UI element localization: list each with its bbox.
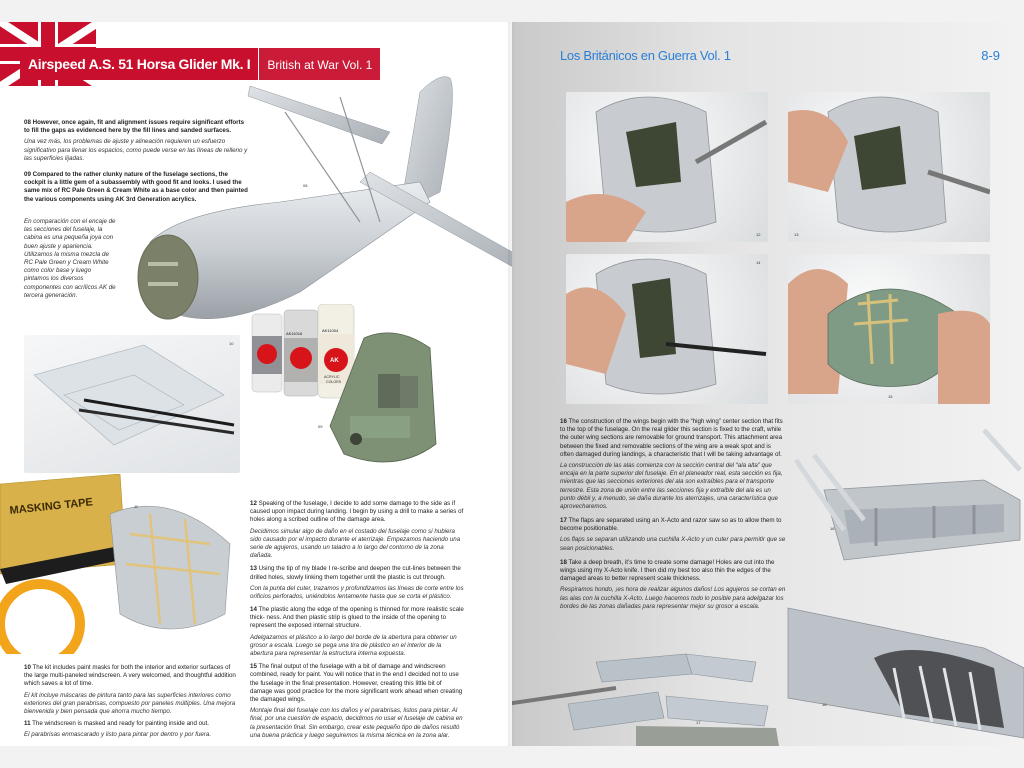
para-en: The final output of the fuselage with a bit of damage and windscreen combined, ready for paint. You will notice that in the end I decided not to use the fuselage in the final presentation. However, creating this little bit of damage was good practice for the more significant work ahead when creating the damaged wings. [250, 663, 463, 703]
photo-number-09: 09 [318, 424, 323, 429]
photo-number-17: 17 [696, 720, 701, 725]
magazine-spread [0, 22, 1024, 746]
photo-number-08: 08 [303, 183, 308, 188]
page-subtitle: British at War Vol. 1 [258, 48, 380, 80]
flaps-photo [512, 648, 786, 746]
para-en: However, once again, fit and alignment issues require significant efforts to fill the gaps as evidenced here by the fill lines and sanded surfaces. [24, 119, 245, 135]
para-number: 13 [250, 565, 257, 573]
photo-number-11: 11 [134, 504, 139, 509]
page-title: Airspeed A.S. 51 Horsa Glider Mk. I [20, 48, 258, 80]
paragraph-18-es [560, 586, 786, 611]
paragraph-14-es [250, 634, 464, 659]
photo-number-13: 13 [794, 232, 799, 237]
paint-bottle-1 [252, 314, 282, 392]
paragraph-13-es [250, 585, 464, 601]
text-block-12-15 [250, 500, 464, 743]
photo-drilling-12 [566, 92, 768, 242]
paint-label-colors: COLORS [326, 380, 342, 384]
paragraph-15 [250, 663, 464, 704]
paragraph-15-es [250, 707, 464, 740]
para-es: Una vez más, los problemas de ajuste y alineación requieren un esfuerzo significativo para llenar los espacios, como puede verse en las líneas de relleno y las superficies lijadas. [24, 138, 248, 162]
photo-thinning-14 [566, 254, 768, 404]
para-es: Decidimos simular algo de daño en el costado del fuselaje como si hubiera sido causado por el impacto durante el aterrizaje. Empezamos haciendo una serie de agujeros, usando un taladro a lo largo del contorno de la zona dañada. [250, 527, 461, 560]
paragraph-12-es [250, 528, 464, 561]
paint-label-ak11004: AK11004 [322, 328, 339, 333]
para-es: El kit incluye máscaras de pintura tanto para las superficies interiores como exteriores del gran parabrisas, compuesto por paneles múltiples. Una mejora bienvenida y bien pensada que ahorra mucho tiempo. [24, 691, 236, 715]
paragraph-08-es [24, 138, 248, 163]
text-block-10-11 [24, 664, 238, 743]
photo-number-16: 16 [830, 526, 835, 531]
para-en: The plastic along the edge of the opening is thinned for more realistic scale thick- ness. And then plastic strip is glued to the inside of the opening to represent the exposed internal structure. [250, 606, 464, 630]
para-number: 14 [250, 606, 257, 614]
damaged-wing-photo [784, 588, 1024, 746]
photo-cockpit-15 [788, 254, 990, 404]
wing-center-section-photo [784, 420, 1024, 580]
para-en: The windscreen is masked and ready for painting inside and out. [32, 720, 209, 728]
paragraph-16-es [560, 462, 786, 511]
paragraph-12 [250, 500, 464, 525]
paragraph-09 [24, 171, 248, 204]
para-es: Montaje final del fuselaje con los daños y el parabrisas, listos para pintar. Al final, por una cuestión de espacio, decidimos no usar el fuselaje de cabina en la presentación final. Sin embargo, crear este pequeño tipo de daños resultó una buena práctica y luego seguiremos la misma técnica en la zona alar. [250, 707, 463, 739]
para-number: 18 [560, 558, 567, 566]
photo-number-18: 18 [822, 702, 827, 707]
paragraph-14 [250, 606, 464, 631]
para-en: Speaking of the fuselage, I decide to add some damage to the side as if caused upon impact during landing. I begin by using a drill to make a series of holes along a scribed outline of the damage area. [250, 500, 464, 524]
para-number: 09 [24, 170, 31, 178]
masking-tape-windscreen-photo [0, 474, 240, 654]
paint-bottle-2 [284, 310, 318, 396]
para-es: Respiramos hondo, ¡es hora de realizar algunos daños! Los agujeros se cortan en las alas con la cuchilla X-Acto. Luego hacemos todo lo posible para adelgazar los bordes de las zonas dañadas para representar mejor su grosor a escala. [560, 586, 786, 610]
paragraph-11-es [24, 731, 238, 739]
para-en: Take a deep breath, it’s time to create some damage! Holes are cut into the wings using my X-Acto knife. I then did my best too also thin the edges of the damaged areas to better represent scale thickness. [560, 558, 775, 583]
para-number: 10 [24, 664, 31, 671]
paints-and-cockpit-photo [246, 304, 446, 479]
paragraph-09-es [24, 218, 116, 300]
photo-tweezers-frame [24, 335, 240, 473]
paint-label-ak11016: AK11016 [286, 331, 303, 336]
para-en: Using the tip of my blade I re-scribe and deepen the cut-lines between the drilled holes, slowly linking them together until the plastic is cut through. [250, 565, 461, 581]
photo-number-14: 14 [756, 260, 761, 265]
right-page [512, 22, 1024, 746]
para-es: Los flaps se separan utilizando una cuchilla X-Acto y un cuter para permitir que se sean posicionables. [560, 536, 786, 552]
tape-box-label: MASKING TAPE [9, 496, 94, 517]
para-en: Compared to the rather clunky nature of the fuselage sections, the cockpit is a little gem of a subassembly with good fit and looks. I used the same mix of RC Pale Green & Cream White as a base color and then painted the various components using AK 3rd Generation acrylics. [24, 170, 248, 203]
para-es: El parabrisas enmascarado y listo para pintar por dentro y por fuera. [24, 731, 212, 739]
para-number: 15 [250, 663, 257, 671]
photo-cutting-13 [788, 92, 990, 242]
para-number: 16 [560, 418, 567, 425]
left-page [0, 22, 512, 746]
page-gutter [508, 22, 516, 746]
ak-logo-text: AK [330, 358, 339, 364]
para-es: La construcción de las alas comienza con la sección central del “ala alta” que encaja en la parte superior del fuselaje. En el planeador real, esta sección es fija, mientras que las secciones exteriores del ala son extraíbles para el transporte terrestre. Esta zona de unión entre las secciones fija y extraíble del ala es un punto débil y, a menudo, se daña durante los aterrizajes, una característica que aprovecharemos. [560, 461, 783, 510]
photo-number-10: 10 [229, 341, 234, 346]
para-number: 12 [250, 500, 257, 507]
paragraph-10-es [24, 692, 238, 717]
text-block-16-18 [560, 418, 786, 614]
para-es: Adelgazamos el plástico a lo largo del borde de la abertura para obtener un grosor a escala. Luego se pega una tira de plástico en el interior de la abertura para representar la estructura interna expuesta. [250, 633, 457, 657]
para-en: The construction of the wings begin with the “high wing” center section that fits to the top of the fuselage. On the real glider this section is fixed to the craft, while the outer wing sections are removable for ground transport. This attachment area between the fixed and removable sections of the wing are a weak spot and is often damaged during landings, a characteristic that I will be taking advantage of. [560, 418, 783, 458]
page-number: 8-9 [981, 48, 1000, 63]
paragraph-13 [250, 565, 464, 581]
paint-label-acrylic: ACRYLIC [324, 375, 340, 379]
para-es: En comparación con el encaje de las secciones del fuselaje, la cabina es una pequeña joya con buen ajuste y apariencia. Utilizamos la misma mezcla de RC Pale Green y Cream White como color base y luego pintamos los diversos componentes con acrílicos AK de tercera generación. [24, 218, 116, 299]
para-number: 17 [560, 517, 567, 525]
para-number: 08 [24, 119, 31, 126]
paragraph-17 [560, 517, 786, 533]
paragraph-17-es [560, 536, 786, 552]
photo-number-12: 12 [756, 232, 761, 237]
paragraph-11 [24, 720, 238, 728]
para-es: Con la punta del cuter, trazamos y profundizamos las líneas de corte entre los orificios perforados, uniéndolos lentamente hasta que se corta el plástico. [250, 584, 464, 600]
paragraph-16 [560, 418, 786, 459]
paragraph-18 [560, 559, 786, 584]
running-head: Los Británicos en Guerra Vol. 1 [560, 48, 731, 63]
para-en: The flaps are separated using an X-Acto and razor saw so as to allow them to become positionable. [560, 517, 782, 533]
paragraph-08 [24, 119, 248, 135]
para-number: 11 [24, 720, 31, 728]
text-block-08-09 [24, 119, 248, 207]
paragraph-10 [24, 664, 238, 689]
para-en: The kit includes paint masks for both the interior and exterior surfaces of the large multi-paneled windscreen. A very welcomed, and thoughtful addition which saves a lot of time. [24, 664, 236, 688]
photo-number-15: 15 [888, 394, 893, 399]
